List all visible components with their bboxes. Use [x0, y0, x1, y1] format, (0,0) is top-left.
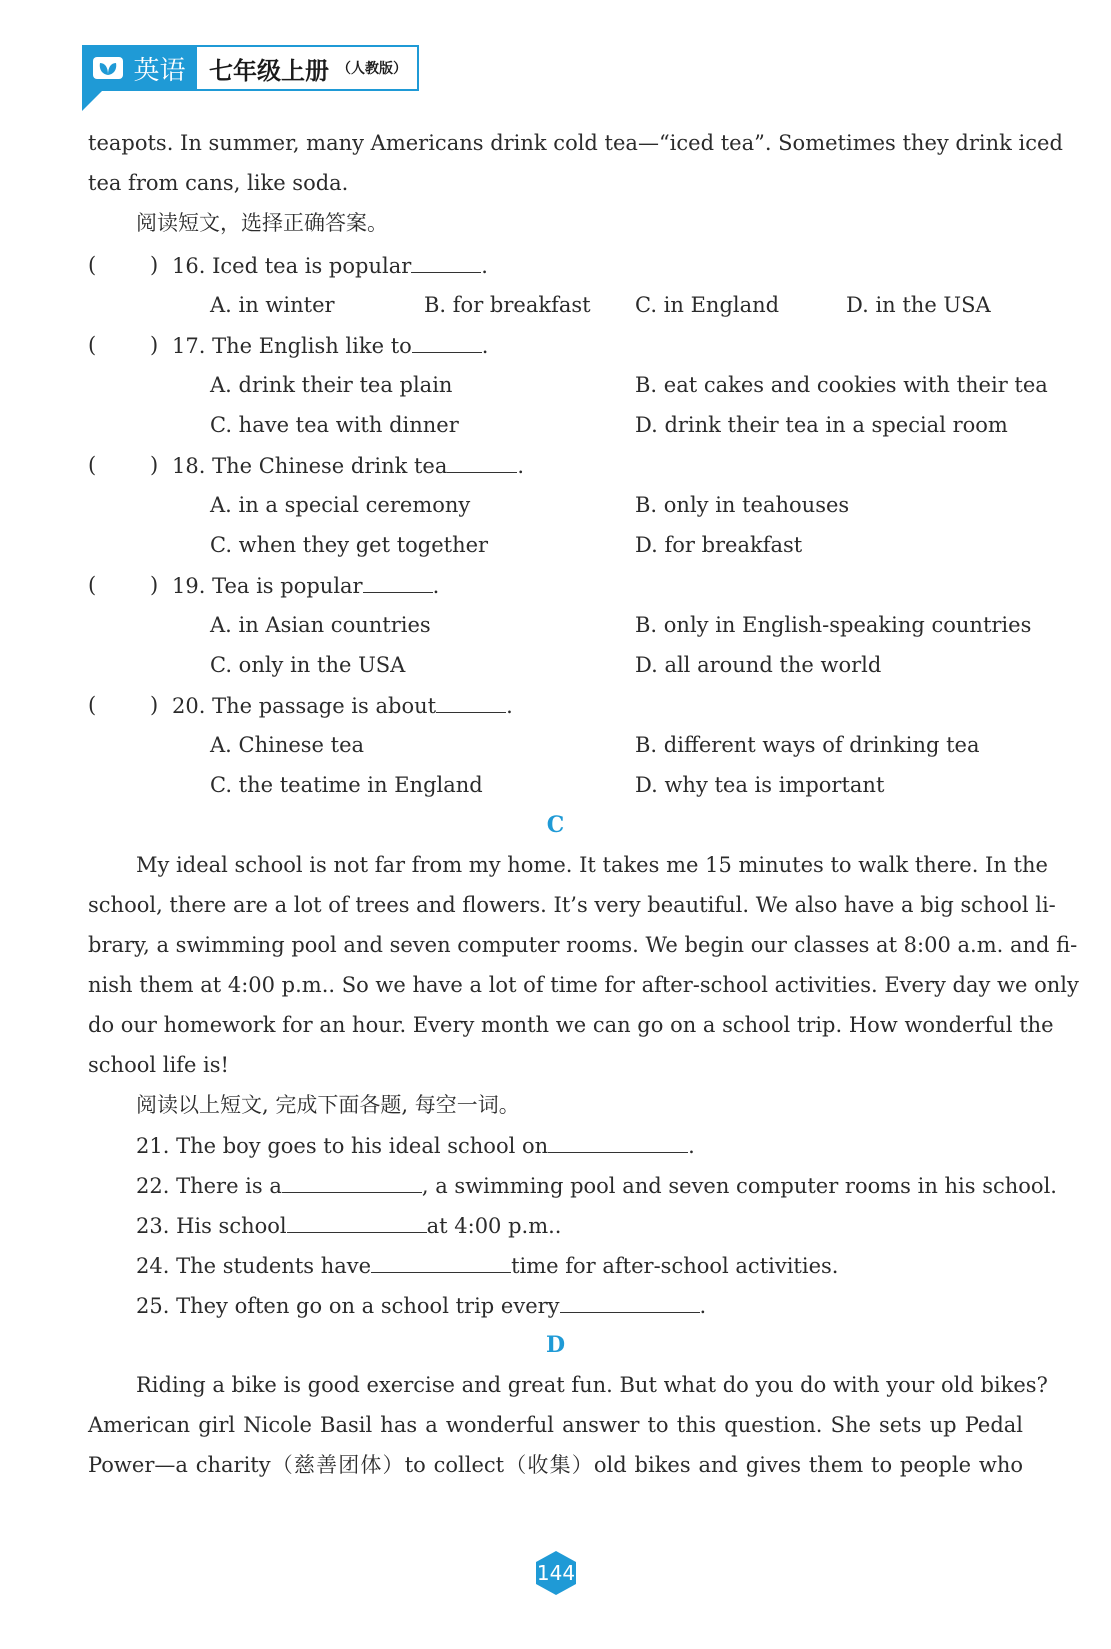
question-end: time for after-school activities. [511, 1254, 839, 1278]
question-stem [172, 450, 524, 481]
answer-paren-open: ( [88, 333, 97, 357]
fill-question [136, 1130, 695, 1161]
passage-line: American girl Nicole Basil has a wonderful answer to this question. She sets up Pedal [88, 1413, 1023, 1437]
option: A. in winter [210, 293, 335, 317]
question-end: . [481, 254, 488, 278]
question-text: The English like to [212, 334, 412, 358]
question-number: 18. [172, 454, 206, 478]
question-stem [172, 690, 513, 721]
passage-line: Power—a charity（慈善团体）to collect（收集）old bikes and gives them to people who [88, 1453, 1023, 1477]
option: B. different ways of drinking tea [635, 733, 980, 757]
question-end: at 4:00 p.m.. [426, 1214, 562, 1238]
question-text: The Chinese drink tea [212, 454, 448, 478]
answer-blank[interactable] [411, 250, 481, 273]
fill-question [136, 1210, 561, 1241]
question-end: , a swimming pool and seven computer rooms in his school. [421, 1174, 1057, 1198]
question-text: 22. There is a [136, 1174, 282, 1198]
page-number-badge [535, 1550, 577, 1596]
answer-blank[interactable] [436, 690, 506, 713]
answer-blank[interactable] [548, 1130, 688, 1153]
question-text: Tea is popular [212, 574, 363, 598]
answer-blank[interactable] [560, 1290, 700, 1313]
answer-paren-open: ( [88, 573, 97, 597]
instruction-text: 阅读短文，选择正确答案。 [136, 211, 388, 235]
answer-paren-close: ) [150, 333, 159, 357]
question-end: . [432, 574, 440, 598]
option: D. drink their tea in a special room [635, 413, 1008, 437]
instruction-text: 阅读以上短文, 完成下面各题, 每空一词。 [136, 1093, 520, 1117]
option: A. in Asian countries [210, 613, 431, 637]
question-stem [172, 570, 439, 601]
question-number: 17. [172, 334, 206, 358]
question-end: . [517, 454, 525, 478]
passage-line: nish them at 4:00 p.m.. So we have a lot of time for after-school activities. Every day we only [88, 973, 1079, 997]
section-heading: D [545, 1332, 566, 1358]
question-text: 25. They often go on a school trip every [136, 1294, 560, 1318]
answer-paren-open: ( [88, 253, 97, 277]
option: A. in a special ceremony [210, 493, 471, 517]
answer-paren-open: ( [88, 693, 97, 717]
option: D. for breakfast [635, 533, 803, 557]
option: C. in England [635, 293, 780, 317]
passage-line: teapots. In summer, many Americans drink cold tea—“iced tea”. Sometimes they drink iced [88, 131, 1063, 155]
question-text: Iced tea is popular [212, 254, 412, 278]
answer-paren-close: ) [150, 453, 159, 477]
option: C. have tea with dinner [210, 413, 459, 437]
answer-blank[interactable] [282, 1170, 422, 1193]
leaf-logo-icon [93, 57, 123, 79]
question-text: 23. His school [136, 1214, 287, 1238]
question-text: The passage is about [212, 694, 437, 718]
question-stem [172, 250, 488, 281]
passage-line: do our homework for an hour. Every month we can go on a school trip. How wonderful the [88, 1013, 1054, 1037]
question-end: . [506, 694, 513, 718]
option: C. the teatime in England [210, 773, 483, 797]
question-text: 21. The boy goes to his ideal school on [136, 1134, 549, 1158]
question-number: 20. [172, 694, 206, 718]
passage-line: Riding a bike is good exercise and great fun. But what do you do with your old bikes? [136, 1373, 1048, 1397]
answer-blank[interactable] [371, 1250, 511, 1273]
answer-blank[interactable] [287, 1210, 427, 1233]
edition-label: （人教版） [337, 61, 407, 77]
fill-question [136, 1170, 1057, 1201]
passage-line: school, there are a lot of trees and flowers. It’s very beautiful. We also have a big school li- [88, 893, 1056, 917]
question-stem [172, 330, 488, 361]
option: B. only in teahouses [635, 493, 850, 517]
passage-line: brary, a swimming pool and seven computer rooms. We begin our classes at 8:00 a.m. and fi- [88, 933, 1078, 957]
fill-question [136, 1290, 706, 1321]
passage-line: school life is! [88, 1053, 229, 1077]
option: D. in the USA [846, 293, 991, 317]
question-end: . [481, 334, 489, 358]
page-number: 144 [536, 1561, 576, 1585]
answer-blank[interactable] [447, 450, 517, 473]
section-heading: C [546, 812, 565, 838]
page-header [82, 45, 419, 91]
option: C. only in the USA [210, 653, 406, 677]
question-end: . [688, 1134, 695, 1158]
answer-paren-close: ) [150, 693, 159, 717]
question-number: 16. [172, 254, 206, 278]
answer-paren-close: ) [150, 253, 159, 277]
fill-question [136, 1250, 838, 1281]
passage-line: tea from cans, like soda. [88, 171, 349, 195]
answer-paren-close: ) [150, 573, 159, 597]
book-title [197, 45, 419, 91]
question-end: . [699, 1294, 707, 1318]
answer-blank[interactable] [363, 570, 433, 593]
option: D. why tea is important [635, 773, 885, 797]
option: C. when they get together [210, 533, 489, 557]
subject-label: 英语 [133, 55, 186, 86]
grade-label: 七年级上册 [209, 55, 329, 85]
answer-paren-open: ( [88, 453, 97, 477]
option: D. all around the world [635, 653, 882, 677]
option: B. eat cakes and cookies with their tea [635, 373, 1048, 397]
option: A. drink their tea plain [210, 373, 453, 397]
option: B. only in English-speaking countries [635, 613, 1032, 637]
option: A. Chinese tea [210, 733, 365, 757]
option: B. for breakfast [424, 293, 591, 317]
subject-badge [82, 45, 197, 91]
question-number: 19. [172, 574, 206, 598]
question-text: 24. The students have [136, 1254, 372, 1278]
passage-line: My ideal school is not far from my home. It takes me 15 minutes to walk there. In the [136, 853, 1048, 877]
answer-blank[interactable] [412, 330, 482, 353]
